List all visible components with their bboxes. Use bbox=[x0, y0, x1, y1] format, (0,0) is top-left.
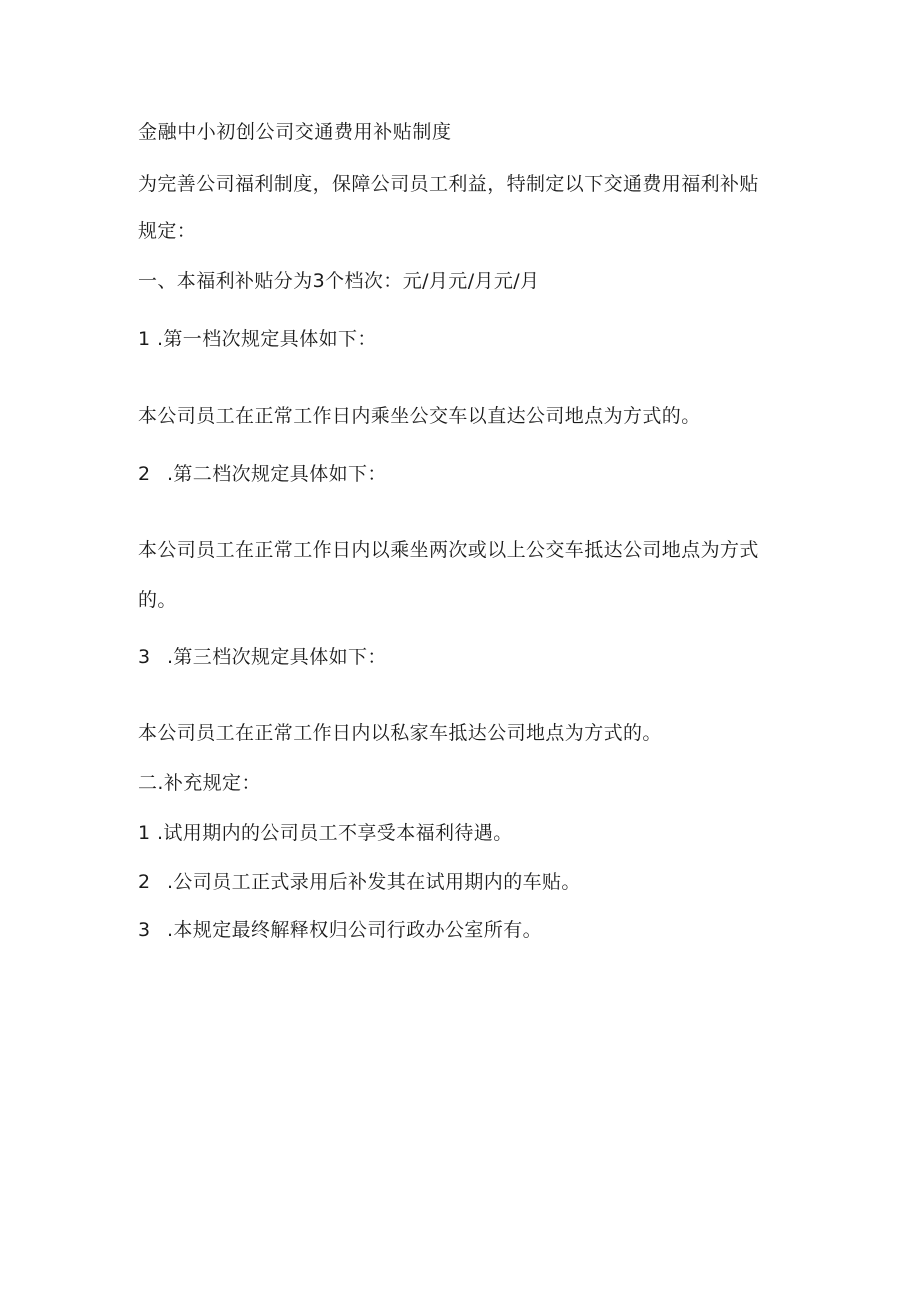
supplement-3 bbox=[138, 917, 542, 943]
tier1-heading bbox=[138, 326, 377, 352]
tier3-number: 3 bbox=[138, 646, 151, 668]
supplement1-text: .试用期内的公司员工不享受本福利待遇。 bbox=[156, 822, 513, 844]
tier1-body: 本公司员工在正常工作日内乘坐公交车以直达公司地点为方式的。 bbox=[138, 405, 701, 427]
tier3-heading bbox=[138, 644, 387, 670]
supplement-2 bbox=[138, 869, 581, 895]
tier2-heading-text: .第二档次规定具体如下： bbox=[166, 463, 387, 485]
document-title: 金融中小初创公司交通费用补贴制度 bbox=[138, 121, 452, 143]
tier3-heading-text: .第三档次规定具体如下： bbox=[166, 646, 387, 668]
tier2-number: 2 bbox=[138, 463, 151, 485]
section2-heading: 二.补充规定： bbox=[138, 772, 261, 794]
tier1-heading-text: .第一档次规定具体如下： bbox=[156, 328, 377, 350]
section1-heading: 一、本福利补贴分为3个档次：元/月元/月元/月 bbox=[138, 270, 540, 292]
intro-paragraph-line1: 为完善公司福利制度，保障公司员工利益，特制定以下交通费用福利补贴 bbox=[138, 173, 759, 195]
tier3-body: 本公司员工在正常工作日内以私家车抵达公司地点为方式的。 bbox=[138, 722, 662, 744]
tier2-heading bbox=[138, 461, 387, 487]
supplement2-text: .公司员工正式录用后补发其在试用期内的车贴。 bbox=[166, 871, 581, 893]
supplement1-number: 1 bbox=[138, 822, 151, 844]
supplement-1 bbox=[138, 820, 513, 846]
tier1-number: 1 bbox=[138, 328, 151, 350]
supplement2-number: 2 bbox=[138, 871, 151, 893]
tier2-body-line1: 本公司员工在正常工作日内以乘坐两次或以上公交车抵达公司地点为方式 bbox=[138, 539, 759, 561]
intro-paragraph-line2: 规定： bbox=[138, 220, 197, 242]
supplement3-text: .本规定最终解释权归公司行政办公室所有。 bbox=[166, 919, 542, 941]
supplement3-number: 3 bbox=[138, 919, 151, 941]
tier2-body-line2: 的。 bbox=[138, 589, 177, 611]
